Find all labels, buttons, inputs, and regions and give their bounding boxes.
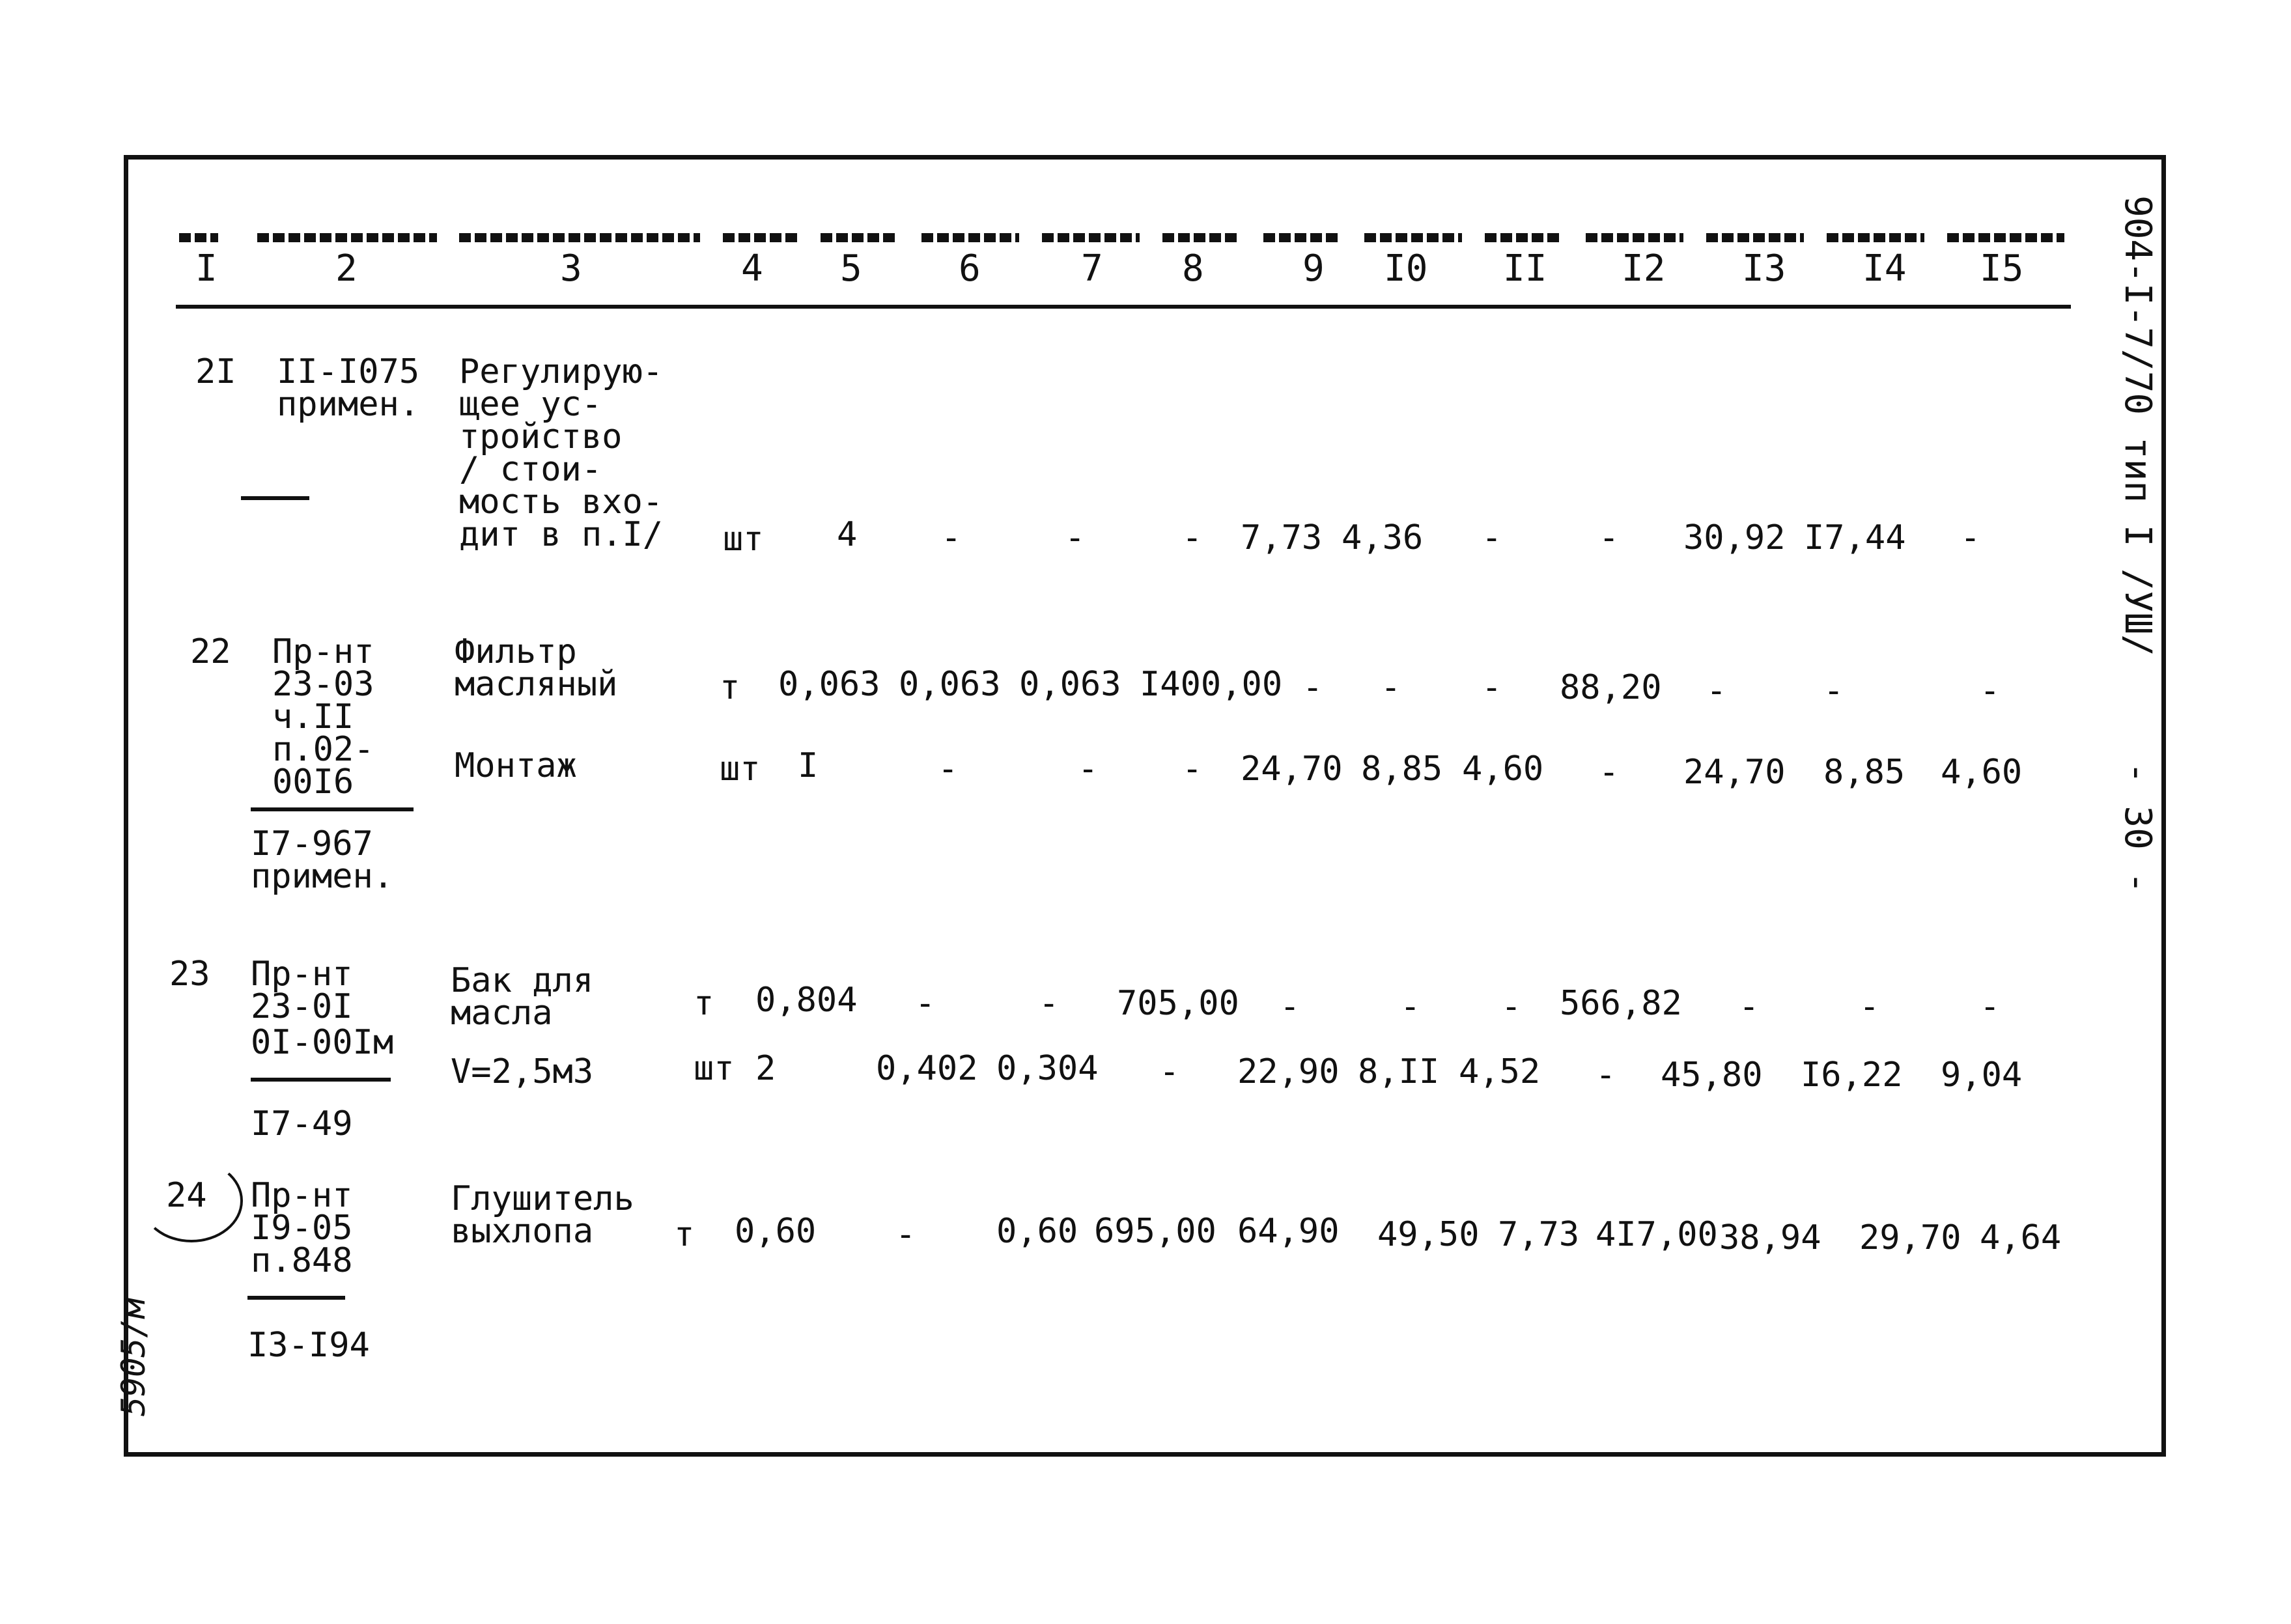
row-name: / стои- (459, 450, 602, 489)
header-dash (821, 233, 899, 242)
cell: 0,402 (876, 1049, 978, 1088)
col-header-10: I0 (1384, 247, 1428, 290)
document-code: 904-I-7/70 тип I /УШ/ (2116, 195, 2159, 657)
row-number: 2I (195, 352, 236, 391)
cell: 4,60 (1462, 749, 1544, 789)
cell: 8,85 (1361, 749, 1443, 789)
cell: 705,00 (1117, 984, 1239, 1023)
row-code: п.02- (272, 730, 374, 769)
cell: 4,64 (1980, 1218, 2062, 1257)
row-code: Пр-нт (251, 955, 353, 994)
col-header-14: I4 (1862, 247, 1907, 290)
cell: 0,063 (899, 665, 1001, 704)
header-dash (1586, 233, 1683, 242)
header-dash (1364, 233, 1462, 242)
col-header-9: 9 (1302, 247, 1325, 290)
col-header-12: I2 (1622, 247, 1666, 290)
cell: 45,80 (1661, 1056, 1763, 1095)
row-code: ч.II (272, 697, 354, 736)
row-name: масла (451, 994, 553, 1033)
row-number: 24 (166, 1176, 207, 1215)
row-name: дит в п.I/ (459, 515, 664, 554)
cell: 8,II (1358, 1052, 1440, 1091)
row-name: V=2,5м3 (451, 1052, 594, 1091)
cell: - (1182, 518, 1203, 557)
cell: 0,304 (996, 1049, 1099, 1088)
cell: - (1739, 987, 1760, 1026)
cell: - (1501, 987, 1522, 1026)
header-dash (1485, 233, 1563, 242)
cell: - (1182, 749, 1203, 789)
col-header-13: I3 (1742, 247, 1786, 290)
cell: - (1482, 668, 1502, 707)
cell: - (1400, 987, 1421, 1026)
cell: 2 (755, 1049, 776, 1088)
cell: 4I7,00 (1595, 1215, 1718, 1254)
cell: 29,70 (1859, 1218, 1961, 1257)
cell: - (1980, 671, 2001, 710)
code-dash (241, 496, 309, 500)
row-code: Пр-нт (272, 632, 374, 671)
page-number: - 30 - (2116, 762, 2159, 894)
header-dash (179, 233, 218, 242)
header-underline (176, 305, 2071, 309)
cell: - (1039, 984, 1060, 1023)
row-code: I7-967 (251, 824, 373, 863)
cell: - (1482, 518, 1502, 557)
col-header-4: 4 (741, 247, 763, 290)
cell: - (1159, 1052, 1180, 1091)
header-dash (1947, 233, 2064, 242)
code-divider (247, 1296, 345, 1300)
row-code: примен. (277, 385, 420, 424)
cell: 0,063 (1019, 665, 1121, 704)
cell: 0,60 (996, 1212, 1078, 1251)
cell: 4,52 (1459, 1052, 1541, 1091)
header-dash (459, 233, 700, 242)
row-name: тройство (459, 417, 623, 456)
cell: 7,73 (1498, 1215, 1580, 1254)
cell: - (941, 518, 962, 557)
row-name: щее ус- (459, 385, 602, 424)
col-header-7: 7 (1081, 247, 1103, 290)
row-name: Монтаж (455, 746, 577, 785)
header-dash (257, 233, 437, 242)
row-name: Регулирую- (459, 352, 664, 391)
row-code: 0I-00Iм (251, 1023, 394, 1062)
header-dash (1162, 233, 1241, 242)
cell: - (1381, 668, 1401, 707)
col-header-6: 6 (959, 247, 981, 290)
cell: 695,00 (1094, 1212, 1216, 1251)
cell-unit: шт (720, 749, 761, 789)
cell: 4,36 (1342, 518, 1424, 557)
col-header-3: 3 (560, 247, 582, 290)
row-code: п.848 (251, 1241, 353, 1280)
header-dash (1706, 233, 1804, 242)
cell: I6,22 (1801, 1056, 1903, 1095)
cell-unit: т (720, 668, 740, 707)
header-dash (1263, 233, 1342, 242)
cell: 4,60 (1941, 753, 2023, 792)
cell: - (1706, 671, 1727, 710)
cell: 64,90 (1237, 1212, 1340, 1251)
row-code: Пр-нт (251, 1176, 353, 1215)
cell: 49,50 (1377, 1215, 1480, 1254)
cell: - (915, 984, 936, 1023)
cell: I400,00 (1140, 665, 1283, 704)
row-name: Фильтр (455, 632, 577, 671)
header-dash (723, 233, 801, 242)
cell: - (1065, 518, 1086, 557)
archive-stamp: 5905/м (115, 1298, 152, 1416)
cell: 22,90 (1237, 1052, 1340, 1091)
cell-unit: т (674, 1215, 695, 1254)
cell: 38,94 (1719, 1218, 1821, 1257)
row-name: Глушитель (451, 1179, 634, 1218)
cell: - (1280, 987, 1300, 1026)
row-code: II-I075 (277, 352, 420, 391)
cell: - (1302, 668, 1323, 707)
cell: 7,73 (1241, 518, 1323, 557)
row-name: масляный (455, 665, 618, 704)
row-code: 23-0I (251, 987, 353, 1026)
col-header-15: I5 (1980, 247, 2024, 290)
cell: 0,60 (735, 1212, 817, 1251)
header-dash (1042, 233, 1140, 242)
header-dash (1827, 233, 1924, 242)
cell: I7,44 (1804, 518, 1906, 557)
cell-unit: шт (694, 1049, 735, 1088)
row-code: примен. (251, 857, 394, 896)
cell: I (798, 746, 819, 785)
row-code: 00I6 (272, 763, 354, 802)
row-code: I3-I94 (247, 1326, 370, 1365)
code-divider (251, 1078, 391, 1082)
col-header-11: II (1503, 247, 1547, 290)
cell: - (1599, 753, 1620, 792)
row-name: выхлопа (451, 1212, 594, 1251)
col-header-8: 8 (1182, 247, 1204, 290)
cell: 30,92 (1683, 518, 1786, 557)
cell: - (938, 749, 959, 789)
cell: 9,04 (1941, 1056, 2023, 1095)
cell: - (1859, 987, 1880, 1026)
code-divider (251, 807, 414, 811)
row-name: Бак для (451, 961, 594, 1000)
row-number: 22 (190, 632, 231, 671)
cell: 24,70 (1683, 753, 1786, 792)
row-number: 23 (169, 955, 210, 994)
col-header-5: 5 (840, 247, 862, 290)
row-code: I9-05 (251, 1209, 353, 1248)
cell-unit: шт (723, 520, 764, 559)
header-dash (921, 233, 1019, 242)
row-name: мость вхо- (459, 483, 664, 522)
col-header-1: I (195, 247, 218, 290)
col-header-2: 2 (335, 247, 358, 290)
cell: - (1078, 749, 1099, 789)
cell: 0,804 (755, 981, 858, 1020)
cell: - (895, 1215, 916, 1254)
cell: - (1980, 987, 2001, 1026)
cell-unit: т (694, 984, 714, 1023)
cell: 24,70 (1241, 749, 1343, 789)
row-code: I7-49 (251, 1104, 353, 1143)
cell: 88,20 (1560, 668, 1662, 707)
cell: - (1823, 671, 1844, 710)
cell: 0,063 (778, 665, 880, 704)
row-code: 23-03 (272, 665, 374, 704)
cell: - (1599, 518, 1620, 557)
cell: - (1960, 518, 1981, 557)
table-frame (124, 155, 2166, 1457)
cell: - (1595, 1056, 1616, 1095)
cell: 8,85 (1823, 753, 1905, 792)
cell: 4 (837, 515, 858, 554)
cell: 566,82 (1560, 984, 1682, 1023)
